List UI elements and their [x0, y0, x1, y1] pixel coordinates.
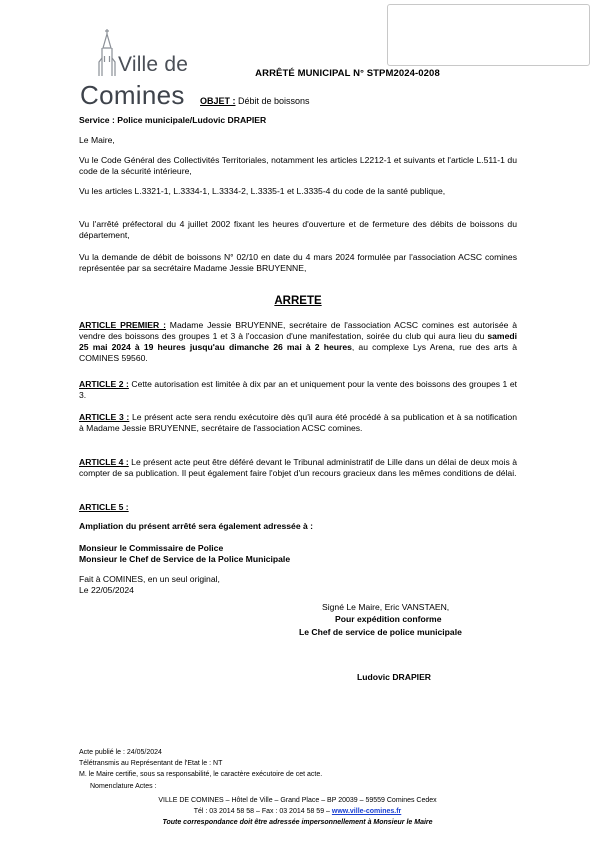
fait-a: Fait à COMINES, en un seul original, — [79, 574, 220, 584]
vu-cgct: Vu le Code Général des Collectivités Territoriales, notamment les articles L2212-1 et suivants et l'article L.511-1 du code de la sécurité intérieure, — [79, 155, 517, 176]
signature-chef-service: Le Chef de service de police municipale — [299, 627, 462, 637]
objet-line — [200, 96, 310, 106]
footer-publie: Acte publié le : 24/05/2024 — [79, 749, 162, 756]
footer-certifie: M. le Maire certifie, sous sa responsabilité, le caractère exécutoire de cet acte. — [79, 771, 323, 778]
objet-label: OBJET : — [200, 96, 236, 106]
le-maire: Le Maire, — [79, 135, 115, 145]
destinataire-commissaire: Monsieur le Commissaire de Police — [79, 543, 224, 553]
article-4: ARTICLE 4 : Le présent acte peut être déféré devant le Tribunal administratif de Lille dans un délai de deux mois à compter de sa publication. Il peut également faire l'objet d'un recours gracieux dans les mêmes conditions de délai. — [79, 457, 518, 478]
date-line: Le 22/05/2024 — [79, 585, 134, 595]
vu-demande: Vu la demande de débit de boissons N° 02/10 en date du 4 mars 2024 formulée par l'association ACSC comines représentée par sa secrétaire Madame Jessie BRUYENNE, — [79, 252, 517, 273]
arrete-heading: ARRETE — [274, 295, 322, 307]
vu-prefectoral: Vu l'arrêté préfectoral du 4 juillet 2002 fixant les heures d'ouverture et de fermeture des débits de boissons du département, — [79, 219, 517, 240]
logo-ville-text: Ville de — [118, 53, 189, 76]
ampliation: Ampliation du présent arrêté sera également adressée à : — [79, 521, 314, 531]
footer-contact — [0, 807, 595, 816]
footer-tel: Tél : 03 2014 58 58 – Fax : 03 2014 58 59 – — [193, 808, 332, 815]
logo-comines-text: Comines — [80, 80, 185, 110]
article-5: ARTICLE 5 : — [79, 502, 129, 512]
article-3: ARTICLE 3 : Le présent acte sera rendu exécutoire dès qu'il aura été procédé à sa publication et à sa notification à Madame Jessie BRUYENNE, secrétaire de l'association ACSC comines. — [79, 412, 517, 433]
signature-name: Ludovic DRAPIER — [357, 672, 432, 682]
vu-sante: Vu les articles L.3321-1, L.3334-1, L.3334-2, L.3335-1 et L.3335-4 du code de la santé publique, — [79, 186, 446, 196]
destinataire-chef-service: Monsieur le Chef de Service de la Police Municipale — [79, 554, 291, 564]
objet-text: Débit de boissons — [235, 96, 310, 106]
article-premier: ARTICLE PREMIER : Madame Jessie BRUYENNE, secrétaire de l'association ACSC comines est autorisée à vendre des boissons des groupes 1 et 3 à l'occasion d'une manifestation, soirée du club qui aura lieu du samedi 25 mai 2024 à 19 heures jusqu'au dimanche 26 mai à 2 heures, au complexe Lys Arena, rue des arts à COMINES 59560. — [79, 320, 518, 363]
footer-address: VILLE DE COMINES – Hôtel de Ville – Grand Place – BP 20039 – 59559 Comines Cedex — [158, 797, 437, 804]
stamp-box — [387, 4, 590, 66]
decree-title: ARRÊTÉ MUNICIPAL N° STPM2024-0208 — [255, 68, 440, 79]
signature-mayor: Signé Le Maire, Eric VANSTAEN, — [322, 602, 450, 612]
footer-website-link[interactable]: www.ville-comines.fr — [331, 808, 402, 815]
footer-note: Toute correspondance doit être adressée impersonnellement à Monsieur le Maire — [162, 819, 433, 826]
service-line: Service : Police municipale/Ludovic DRAPIER — [79, 115, 267, 125]
footer-teletransmis: Télétransmis au Représentant de l'Etat le : NT — [79, 760, 223, 767]
article-2: ARTICLE 2 : Cette autorisation est limitée à dix par an et uniquement pour la vente des boissons des groupes 1 et 3. — [79, 379, 518, 400]
footer-nomenclature: Nomenclature Actes : — [90, 783, 157, 790]
signature-expedition: Pour expédition conforme — [335, 614, 442, 624]
